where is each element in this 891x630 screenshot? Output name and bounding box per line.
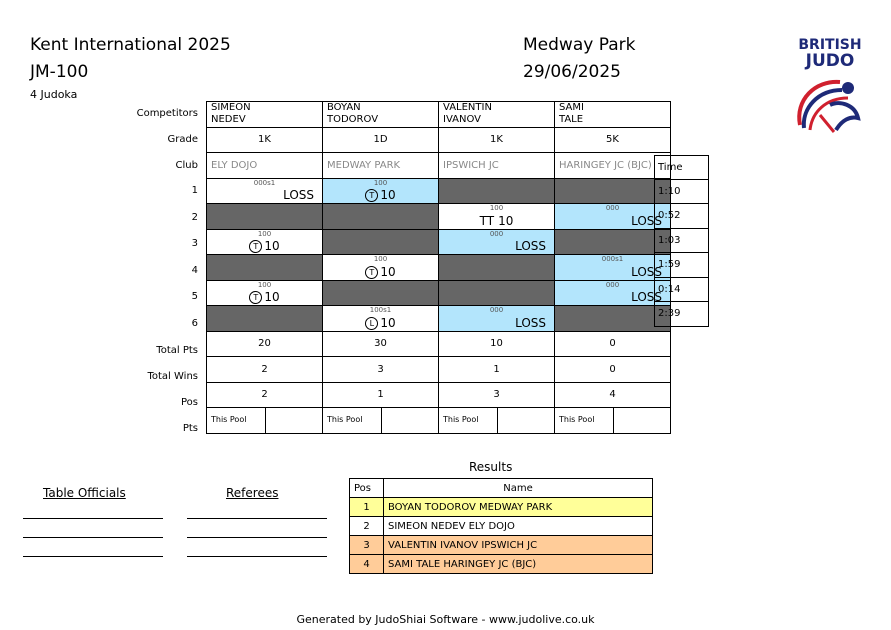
competitor-last-name: IVANOV [443, 114, 482, 126]
pool-value-box [265, 408, 322, 433]
match-score-code: 100 [373, 178, 388, 187]
competitor-first-name: SIMEON [211, 102, 251, 114]
match-row [207, 306, 671, 332]
match-cell [207, 229, 323, 255]
match-result [439, 317, 554, 330]
competitor-name [207, 102, 323, 128]
pool-cell [207, 408, 323, 434]
result-pos: 3 [350, 536, 384, 555]
time-match-3: 1:03 [654, 229, 709, 254]
pos-cell: 3 [439, 382, 555, 408]
match-result [555, 266, 670, 279]
signature-line [23, 518, 163, 519]
competitor-first-name: BOYAN [327, 102, 361, 114]
competitor-last-name: TODOROV [327, 114, 379, 126]
time-match-6: 2:39 [654, 302, 709, 327]
label-match-3: 3 [191, 238, 198, 249]
results-col-pos: Pos [350, 479, 384, 498]
signature-line [187, 518, 327, 519]
match-result [323, 189, 438, 202]
label-club: Club [175, 160, 198, 171]
judoka-emblem-icon [790, 70, 870, 140]
match-score-code: 000s1 [601, 255, 624, 263]
competitor-first-name: SAMI [559, 102, 584, 114]
total-wins-row [207, 357, 671, 383]
match-row [207, 178, 671, 204]
match-cell [207, 280, 323, 306]
this-pool-label: This Pool [327, 415, 363, 424]
pool-cell [555, 408, 671, 434]
competitor-first-name: VALENTIN [443, 102, 492, 114]
match-points: 10 [380, 264, 396, 279]
competitor-last-name: TALE [559, 114, 584, 126]
match-points: 10 [264, 290, 280, 304]
time-match-4: 1:59 [654, 253, 709, 278]
label-match-2: 2 [191, 212, 198, 223]
match-result [439, 240, 554, 253]
total-pts-row [207, 331, 671, 357]
technique-mark: L [365, 317, 378, 330]
pos-cell: 2 [207, 382, 323, 408]
logo-line2: JUDO [805, 51, 855, 71]
label-grade: Grade [167, 134, 198, 145]
total-pts-cell: 10 [439, 331, 555, 357]
match-cell [439, 280, 555, 306]
grade-cell: 1K [207, 127, 323, 153]
label-match-5: 5 [191, 291, 198, 302]
pool-value-box [613, 408, 670, 433]
grade-row [207, 127, 671, 153]
match-points: 10 [498, 213, 514, 228]
date-label: 29/06/2025 [523, 62, 621, 82]
label-match-6: 6 [191, 318, 198, 329]
match-result [323, 317, 438, 330]
total-wins-cell: 1 [439, 357, 555, 383]
pool-box [207, 408, 322, 433]
match-result [207, 291, 322, 304]
tournament-title: Kent International 2025 [30, 35, 231, 55]
technique-mark: TT [479, 213, 495, 228]
time-header: Time [654, 155, 709, 180]
pos-cell: 4 [555, 382, 671, 408]
match-cell [323, 280, 439, 306]
match-cell [439, 204, 555, 230]
pool-cell [323, 408, 439, 434]
result-pos: 2 [350, 517, 384, 536]
result-name: SAMI TALE HARINGEY JC (BJC) [384, 555, 653, 574]
competitor-row [207, 102, 671, 128]
results-row [350, 498, 653, 517]
match-result [323, 266, 438, 279]
match-score-code: 000 [489, 229, 504, 238]
technique-mark: T [365, 266, 378, 279]
competitor-name [323, 102, 439, 128]
technique-mark: T [249, 291, 262, 304]
match-score-code: 100 [257, 229, 272, 238]
match-cell [207, 306, 323, 332]
match-score-code: 100 [257, 280, 272, 289]
pool-cell [439, 408, 555, 434]
club-cell: ELY DOJO [207, 153, 323, 179]
results-row [350, 536, 653, 555]
result-name: VALENTIN IVANOV IPSWICH JC [384, 536, 653, 555]
results-col-name: Name [384, 479, 653, 498]
match-row [207, 280, 671, 306]
match-cell [323, 204, 439, 230]
match-row [207, 229, 671, 255]
match-cell [323, 306, 439, 332]
footer-credit: Generated by JudoShiai Software - www.judolive.co.uk [296, 613, 595, 626]
match-cell [323, 229, 439, 255]
label-match-1: 1 [191, 185, 198, 196]
table-officials-label: Table Officials [43, 486, 126, 500]
total-wins-cell: 3 [323, 357, 439, 383]
match-points: LOSS [631, 290, 662, 304]
this-pool-label: This Pool [443, 415, 479, 424]
competitor-name [555, 102, 671, 128]
label-competitors: Competitors [136, 108, 198, 119]
match-score-code: 000 [605, 280, 620, 289]
competitor-last-name: NEDEV [211, 114, 246, 126]
total-pts-cell: 30 [323, 331, 439, 357]
total-pts-cell: 20 [207, 331, 323, 357]
total-wins-cell: 0 [555, 357, 671, 383]
competitor-name [439, 102, 555, 128]
signature-line [187, 537, 327, 538]
signature-line [23, 537, 163, 538]
results-row [350, 517, 653, 536]
british-judo-logo [790, 38, 870, 144]
judoka-count: 4 Judoka [30, 88, 78, 101]
match-row [207, 204, 671, 230]
logo-line1: BRITISH [798, 37, 862, 53]
match-cell [207, 255, 323, 281]
label-total-pts: Total Pts [156, 345, 198, 356]
total-wins-cell: 2 [207, 357, 323, 383]
time-match-2: 0:52 [654, 204, 709, 229]
this-pool-label: This Pool [559, 415, 595, 424]
match-points: 10 [380, 315, 396, 330]
category-label: JM-100 [30, 62, 89, 82]
match-points: 10 [380, 188, 396, 202]
result-name: SIMEON NEDEV ELY DOJO [384, 517, 653, 536]
match-points: LOSS [631, 213, 662, 228]
time-match-1: 1:10 [654, 180, 709, 205]
match-cell [207, 178, 323, 204]
results-row [350, 555, 653, 574]
club-row [207, 153, 671, 179]
match-cell [439, 229, 555, 255]
pool-row [207, 408, 671, 434]
match-score-code: 000 [489, 306, 504, 314]
this-pool-label: This Pool [211, 415, 247, 424]
results-title: Results [469, 460, 513, 474]
pool-box [555, 408, 670, 433]
result-name: BOYAN TODOROV MEDWAY PARK [384, 498, 653, 517]
time-match-5: 0:14 [654, 278, 709, 303]
referees-label: Referees [226, 486, 279, 500]
pos-cell: 1 [323, 382, 439, 408]
club-cell: HARINGEY JC (BJC) [555, 153, 671, 179]
pool-value-box [381, 408, 438, 433]
label-total-wins: Total Wins [147, 371, 198, 382]
match-score-code: 100s1 [369, 306, 392, 314]
technique-mark: T [365, 189, 378, 202]
technique-mark: T [249, 240, 262, 253]
match-score-code: 000s1 [253, 178, 276, 187]
match-cell [323, 178, 439, 204]
match-cell [439, 255, 555, 281]
grade-cell: 1K [439, 127, 555, 153]
results-header-row [350, 479, 653, 498]
total-pts-cell: 0 [555, 331, 671, 357]
match-cell [207, 204, 323, 230]
results-table [349, 478, 653, 574]
label-pos: Pos [180, 397, 198, 408]
match-score-code: 000 [605, 204, 620, 212]
match-score-code: 100 [373, 255, 388, 263]
pool-grid [206, 101, 671, 434]
match-result [555, 215, 670, 228]
label-match-4: 4 [191, 265, 198, 276]
pos-row [207, 382, 671, 408]
match-points: LOSS [515, 239, 546, 253]
match-result [555, 291, 670, 304]
pool-value-box [497, 408, 554, 433]
result-pos: 1 [350, 498, 384, 517]
club-cell: MEDWAY PARK [323, 153, 439, 179]
match-points: LOSS [283, 188, 314, 202]
signature-line [187, 556, 327, 557]
club-cell: IPSWICH JC [439, 153, 555, 179]
pool-box [323, 408, 438, 433]
match-points: LOSS [515, 315, 546, 330]
match-cell [439, 178, 555, 204]
match-cell [439, 306, 555, 332]
signature-line [23, 556, 163, 557]
pool-box [439, 408, 554, 433]
grade-cell: 1D [323, 127, 439, 153]
venue-label: Medway Park [523, 35, 636, 55]
match-score-code: 100 [489, 204, 504, 212]
grade-cell: 5K [555, 127, 671, 153]
match-points: 10 [264, 239, 280, 253]
match-cell [323, 255, 439, 281]
match-result [207, 189, 322, 202]
label-pts: Pts [182, 423, 198, 434]
match-result [207, 240, 322, 253]
match-result [439, 215, 554, 228]
result-pos: 4 [350, 555, 384, 574]
time-column [654, 155, 709, 327]
match-points: LOSS [631, 264, 662, 279]
match-row [207, 255, 671, 281]
